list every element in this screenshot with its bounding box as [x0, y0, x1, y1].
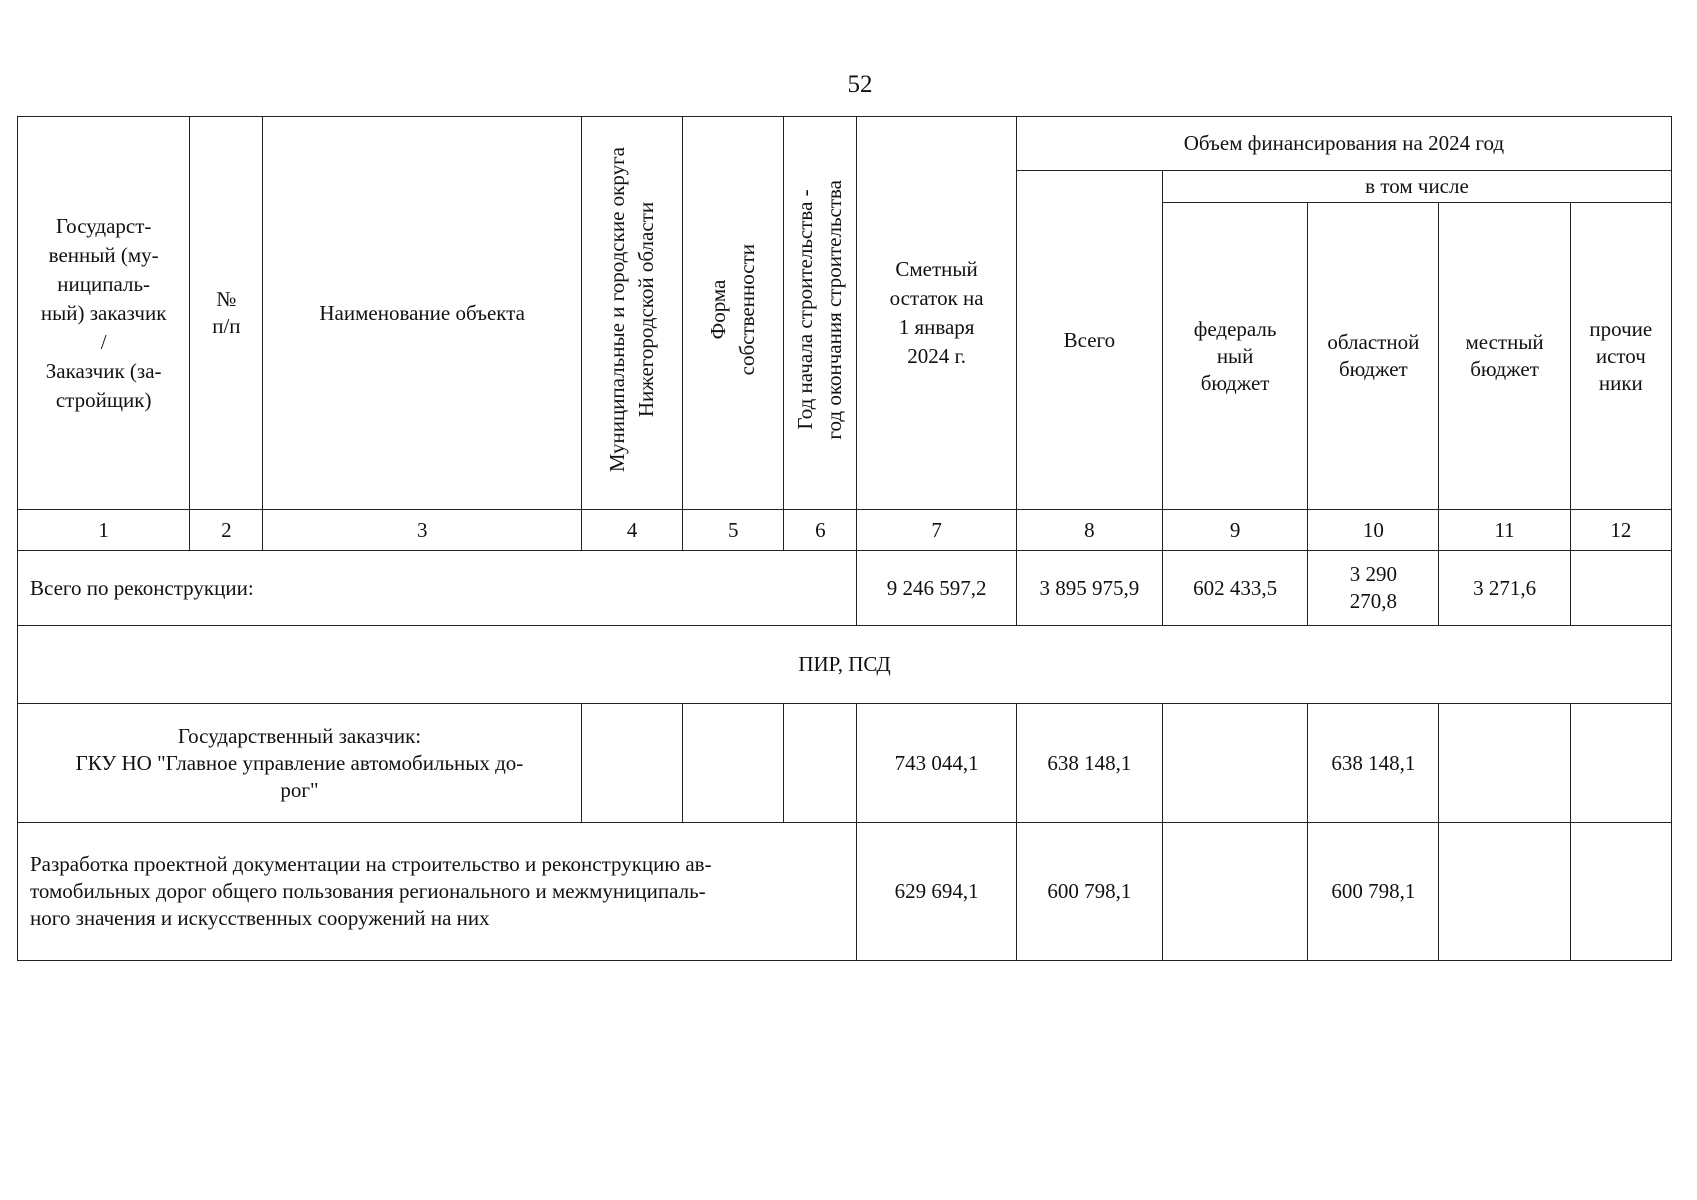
financing-table — [17, 116, 1672, 961]
header-municipality-cell — [581, 117, 682, 510]
customer-federal — [1162, 704, 1307, 823]
section-row — [18, 626, 1672, 704]
header-years-cell — [784, 117, 857, 510]
total-reconstruction-estimate: 9 246 597,2 — [857, 551, 1016, 626]
total-reconstruction-row — [18, 551, 1672, 626]
column-number-12: 12 — [1570, 510, 1671, 551]
column-number-7: 7 — [857, 510, 1016, 551]
customer-total: 638 148,1 — [1016, 704, 1162, 823]
column-number-row — [18, 510, 1672, 551]
customer-years — [784, 704, 857, 823]
design-regional: 600 798,1 — [1308, 823, 1439, 961]
column-number-2: 2 — [190, 510, 263, 551]
customer-other — [1570, 704, 1671, 823]
customer-local — [1439, 704, 1570, 823]
design-total: 600 798,1 — [1016, 823, 1162, 961]
column-number-3: 3 — [263, 510, 582, 551]
header-customer: Государст- венный (му- ниципаль- ный) заказчик / Заказчик (за- стройщик) — [18, 117, 190, 510]
column-number-6: 6 — [784, 510, 857, 551]
header-local: местный бюджет — [1439, 203, 1570, 510]
design-estimate: 629 694,1 — [857, 823, 1016, 961]
header-object-name: Наименование объекта — [263, 117, 582, 510]
total-reconstruction-label: Всего по реконструкции: — [18, 551, 857, 626]
total-reconstruction-local: 3 271,6 — [1439, 551, 1570, 626]
design-other — [1570, 823, 1671, 961]
header-estimate-remainder: Сметный остаток на 1 января 2024 г. — [857, 117, 1016, 510]
column-number-1: 1 — [18, 510, 190, 551]
header-total: Всего — [1016, 171, 1162, 510]
column-number-10: 10 — [1308, 510, 1439, 551]
header-including: в том числе — [1162, 171, 1671, 203]
design-row — [18, 823, 1672, 961]
header-ownership-cell — [683, 117, 784, 510]
column-number-5: 5 — [683, 510, 784, 551]
column-number-11: 11 — [1439, 510, 1570, 551]
column-number-8: 8 — [1016, 510, 1162, 551]
header-municipality: Муниципальные и городские округа Нижегородской области — [605, 146, 659, 473]
header-number: № п/п — [190, 117, 263, 510]
header-years: Год начала строительства - год окончания строительства — [793, 179, 847, 440]
column-number-4: 4 — [581, 510, 682, 551]
total-reconstruction-total: 3 895 975,9 — [1016, 551, 1162, 626]
header-row-1 — [18, 117, 1672, 171]
customer-estimate: 743 044,1 — [857, 704, 1016, 823]
customer-regional: 638 148,1 — [1308, 704, 1439, 823]
total-reconstruction-other — [1570, 551, 1671, 626]
header-federal: федераль ный бюджет — [1162, 203, 1307, 510]
customer-label: Государственный заказчик: ГКУ НО "Главное управление автомобильных до- рог" — [18, 704, 582, 823]
design-federal — [1162, 823, 1307, 961]
total-reconstruction-federal: 602 433,5 — [1162, 551, 1307, 626]
section-title: ПИР, ПСД — [18, 626, 1672, 704]
column-number-9: 9 — [1162, 510, 1307, 551]
page-number: 52 — [847, 71, 873, 98]
header-funding-group: Объем финансирования на 2024 год — [1016, 117, 1671, 171]
design-local — [1439, 823, 1570, 961]
header-other: прочие источ ники — [1570, 203, 1671, 510]
header-regional: областной бюджет — [1308, 203, 1439, 510]
header-ownership: Форма собственности — [706, 243, 760, 376]
total-reconstruction-regional: 3 290 270,8 — [1308, 551, 1439, 626]
design-label: Разработка проектной документации на строительство и реконструкцию ав- томобильных дорог общего пользования регионального и межмуниципаль- ного значения и искусственных сооружений на них — [18, 823, 857, 961]
customer-ownership — [683, 704, 784, 823]
customer-municipality — [581, 704, 682, 823]
customer-row — [18, 704, 1672, 823]
